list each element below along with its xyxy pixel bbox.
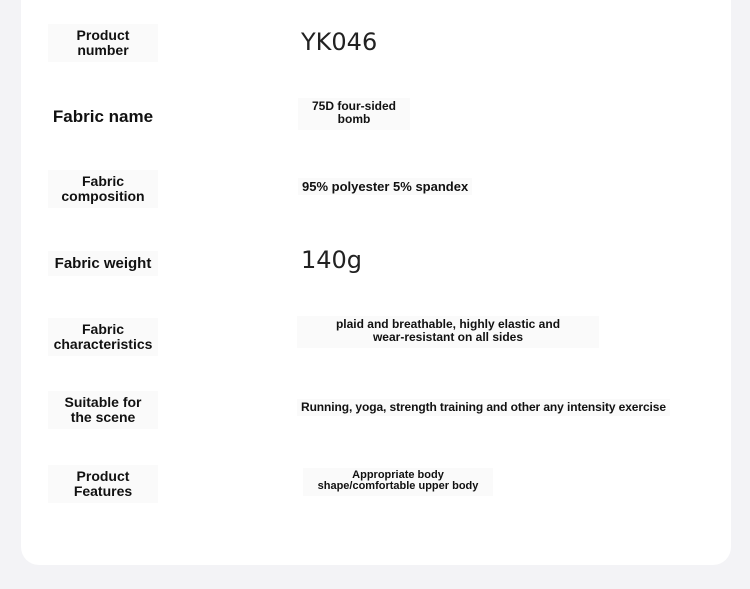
- label-line: number: [77, 42, 129, 58]
- product-features-label: [48, 465, 158, 503]
- value-line: bomb: [337, 112, 371, 126]
- fabric-composition-value: 95% polyester 5% spandex: [298, 178, 472, 195]
- label-line: Product: [76, 27, 130, 43]
- fabric-weight-label: Fabric weight: [48, 251, 158, 276]
- label-line: the scene: [70, 409, 136, 425]
- label-line: Fabric: [81, 321, 124, 337]
- fabric-weight-value: 140g: [301, 246, 363, 274]
- fabric-characteristics-value: [297, 316, 599, 348]
- value-line: wear-resistant on all sides: [372, 330, 524, 344]
- label-line: characteristics: [53, 336, 153, 352]
- product-number-label: [48, 24, 158, 62]
- label-line: Suitable for: [64, 394, 142, 410]
- label-line: Features: [73, 483, 133, 499]
- fabric-name-label: Fabric name: [52, 107, 154, 126]
- suitable-scene-label: [48, 391, 158, 429]
- product-features-value: [303, 468, 493, 496]
- label-line: Fabric: [81, 173, 124, 189]
- fabric-characteristics-label: [48, 318, 158, 356]
- value-line: plaid and breathable, highly elastic and: [335, 317, 561, 331]
- value-line: shape/comfortable upper body: [317, 480, 479, 492]
- label-line: composition: [61, 188, 145, 204]
- product-number-value: YK046: [301, 28, 378, 56]
- suitable-scene-value: Running, yoga, strength training and other any intensity exercise: [297, 399, 670, 416]
- value-line: Appropriate body: [352, 469, 444, 481]
- value-line: 75D four-sided: [311, 99, 396, 113]
- fabric-name-value: [298, 98, 410, 130]
- fabric-composition-label: [48, 170, 158, 208]
- label-line: Product: [76, 468, 130, 484]
